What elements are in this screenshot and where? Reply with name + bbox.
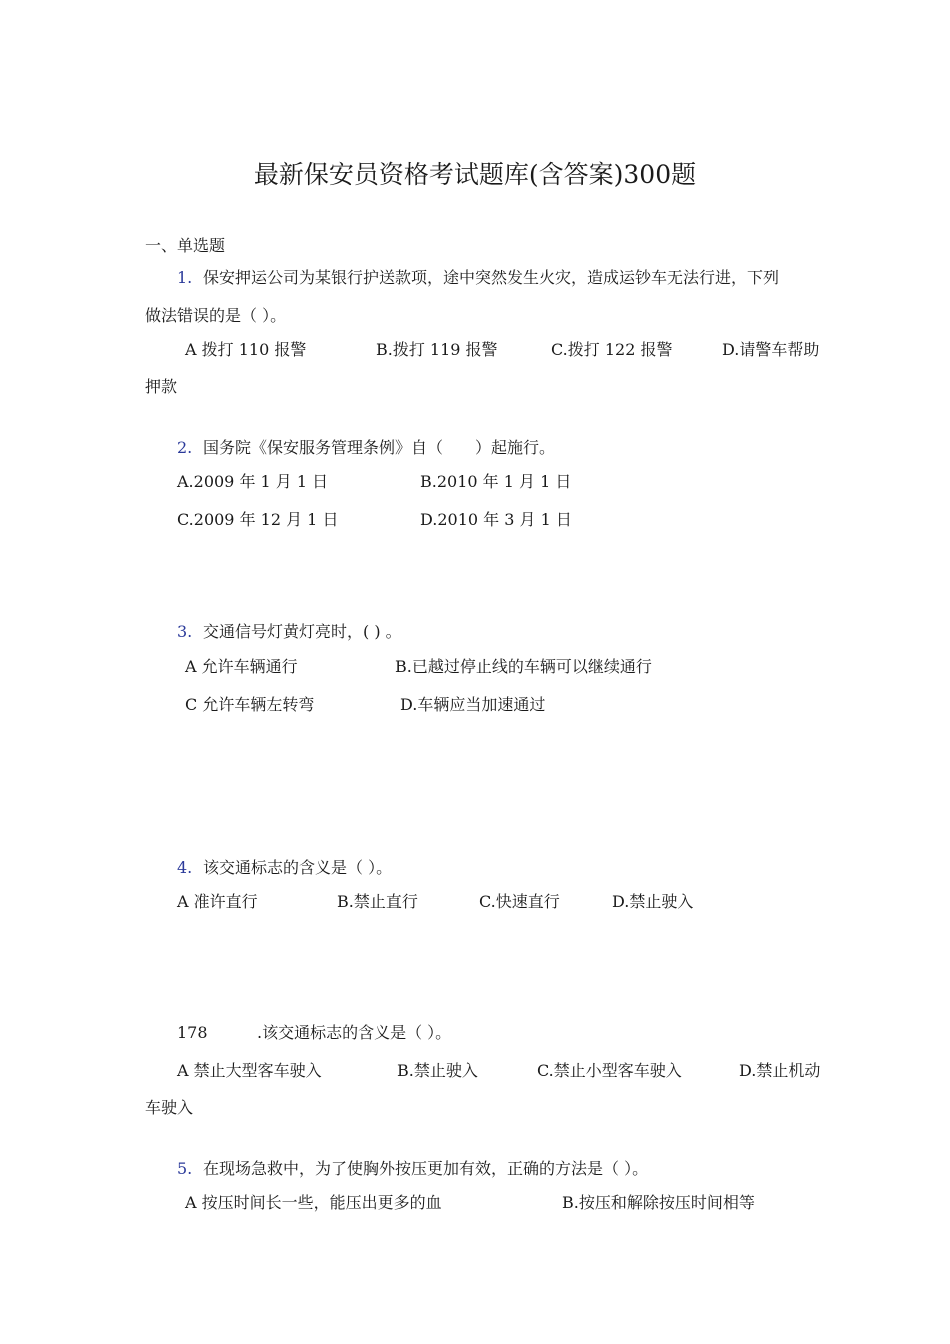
question-2-number: 2. (177, 438, 193, 457)
question-178-stem: .该交通标志的含义是（ ）。 (257, 1023, 452, 1042)
section-heading: 一、单选题 (145, 236, 226, 255)
question-178-number: 178 (177, 1023, 208, 1042)
document-title: 最新保安员资格考试题库(含答案)300题 (253, 160, 697, 189)
question-3-option-b: B.已越过停止线的车辆可以继续通行 (395, 657, 652, 676)
question-4-number: 4. (177, 858, 193, 877)
question-3-option-d: D.车辆应当加速通过 (400, 695, 546, 714)
question-178-option-d: D.禁止机动 (739, 1061, 821, 1080)
question-4-option-a: A 准许直行 (177, 892, 258, 911)
question-178-option-a: A 禁止大型客车驶入 (177, 1061, 322, 1080)
question-1-option-a: A 拨打 110 报警 (185, 340, 307, 359)
question-2-stem: 国务院《保安服务管理条例》自（ ）起施行。 (203, 438, 556, 457)
question-1-stem-line1: 保安押运公司为某银行护送款项，途中突然发生火灾，造成运钞车无法行进，下列 (203, 268, 780, 287)
question-3-option-c: C 允许车辆左转弯 (185, 695, 315, 714)
question-1-option-b: B.拨打 119 报警 (376, 340, 498, 359)
question-5-stem: 在现场急救中，为了使胸外按压更加有效，正确的方法是（ ）。 (203, 1159, 649, 1178)
question-1-option-d: D.请警车帮助 (722, 340, 820, 359)
question-4-option-c: C.快速直行 (479, 892, 560, 911)
question-2-option-c: C.2009 年 12 月 1 日 (177, 510, 339, 529)
question-1-number: 1. (177, 268, 193, 287)
question-178-option-b: B.禁止驶入 (397, 1061, 478, 1080)
question-1-option-c: C.拨打 122 报警 (551, 340, 673, 359)
question-178-option-d-wrap: 车驶入 (145, 1098, 194, 1117)
question-2-option-a: A.2009 年 1 月 1 日 (177, 472, 329, 491)
question-3-option-a: A 允许车辆通行 (185, 657, 298, 676)
question-4-option-d: D.禁止驶入 (612, 892, 694, 911)
question-1-stem-line2: 做法错误的是（ ）。 (145, 306, 287, 325)
question-3-number: 3. (177, 622, 193, 641)
question-4-option-b: B.禁止直行 (337, 892, 418, 911)
question-5-option-a: A 按压时间长一些，能压出更多的血 (185, 1193, 442, 1212)
question-3-stem: 交通信号灯黄灯亮时，( ) 。 (203, 622, 402, 641)
question-5-option-b: B.按压和解除按压时间相等 (562, 1193, 755, 1212)
question-178-option-c: C.禁止小型客车驶入 (537, 1061, 682, 1080)
question-2-option-b: B.2010 年 1 月 1 日 (420, 472, 572, 491)
question-4-stem: 该交通标志的含义是（ ）。 (203, 858, 393, 877)
question-1-option-d-wrap: 押款 (145, 377, 178, 396)
question-5-number: 5. (177, 1159, 193, 1178)
question-2-option-d: D.2010 年 3 月 1 日 (420, 510, 572, 529)
